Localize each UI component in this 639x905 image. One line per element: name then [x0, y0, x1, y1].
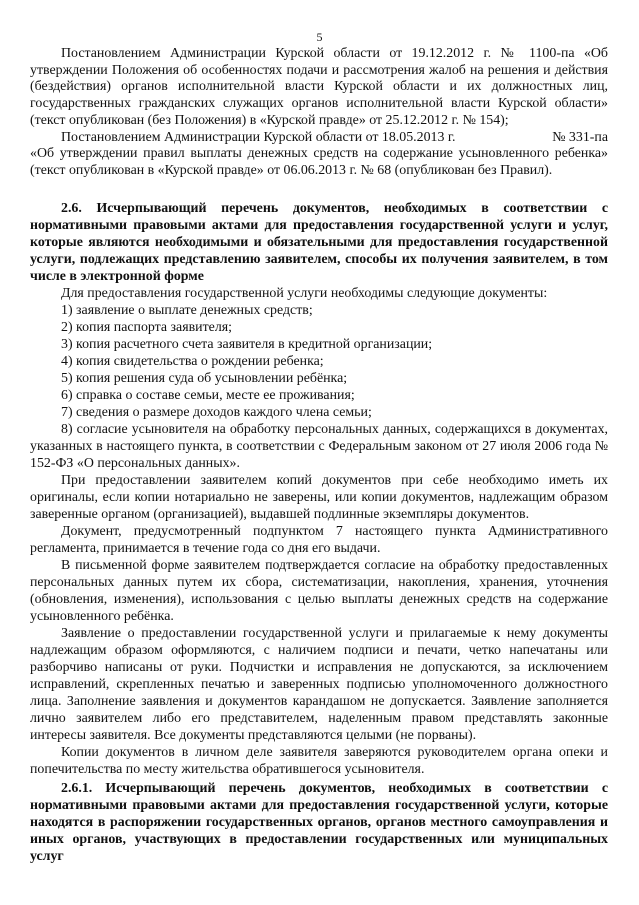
document-validity-paragraph: Документ, предусмотренный подпунктом 7 настоящего пункта Административного регламента, принимается в течение года со дня его выдачи.	[30, 524, 608, 556]
page-number: 5	[316, 30, 323, 44]
documents-list-item: 3) копия расчетного счета заявителя в кредитной организации;	[61, 337, 433, 352]
consent-paragraph: В письменной форме заявителем подтверждается согласие на обработку предоставленных персональных данных путем их сбора, систематизации, накопления, хранения, уточнения (обновления, изменения), использования с целью выплаты денежных средств на содержание усыновленного ребёнка.	[30, 558, 608, 624]
documents-list-intro: Для предоставления государственной услуги необходимы следующие документы:	[61, 286, 548, 301]
documents-list-item-8: 8) согласие усыновителя на обработку персональных данных, содержащихся в документах, указанных в настоящего пункта, в соответствии с Федеральным законом от 27 июля 2006 года № 152-ФЗ «О персональных данных».	[30, 422, 608, 471]
documents-list-item: 5) копия решения суда об усыновлении ребёнка;	[61, 371, 348, 386]
documents-list-item: 6) справка о составе семьи, месте ее проживания;	[61, 388, 355, 403]
section-2-6-heading: 2.6. Исчерпывающий перечень документов, необходимых в соответствии с нормативными правовыми актами для предоставления государственной услуги и услуг, которые являются необходимыми и обязательными для предоставления государственной услуги, подлежащих представлению заявителем, способы их получения заявителем, в том числе в электронной форме	[30, 201, 608, 284]
copies-paragraph: При предоставлении заявителем копий документов при себе необходимо иметь их оригиналы, если копии нотариально не заверены, или копии документов, надлежащим образом заверенные органом (организацией), выдавшей подлинные экземпляры документов.	[30, 473, 608, 522]
resolution-paragraph-2-first-line	[30, 130, 608, 147]
application-requirements-paragraph: Заявление о предоставлении государственной услуги и прилагаемые к нему документы надлежащим образом оформляются, с наличием подписи и печати, четко напечатаны или разборчиво написаны от руки. Подчистки и исправления не допускаются, за исключением исправлений, скрепленных печатью и заверенных подписью уполномоченного должностного лица. Заполнение заявления и документов карандашом не допускается. Заявление заполняется лично заявителем либо его представителем, наделенным правом представлять законные интересы заявителя. Все документы представляются целыми (не порваны).	[30, 626, 608, 743]
documents-list-item: 7) сведения о размере доходов каждого члена семьи;	[61, 405, 372, 420]
section-2-6	[30, 200, 608, 778]
resolution-2-number: № 331-па	[552, 129, 608, 145]
documents-list-item: 2) копия паспорта заявителя;	[61, 320, 232, 335]
resolution-paragraph-2-rest: «Об утверждении правил выплаты денежных средств на содержание усыновленного ребенка» (текст опубликован в «Курской правде» от 06.06.2013 г. № 68 (опубликован без Правил).	[30, 146, 608, 178]
resolution-paragraph-1: Постановлением Администрации Курской области от 19.12.2012 г. № 1100-па «Об утверждении Положения об особенностях подачи и рассмотрения жалоб на решения и действия (бездействия) органов исполнительной власти Курской области и их должностных лиц, государственных гражданских служащих органов исполнительной власти Курской области» (текст опубликован (без Положения) в «Курской правде» от 25.12.2012 г. № 154);	[30, 46, 608, 128]
section-2-6-1-heading: 2.6.1. Исчерпывающий перечень документов, необходимых в соответствии с нормативными правовыми актами для предоставления государственной услуги, которые находятся в распоряжении государственных органов, органов местного самоуправления и иных органов, участвующих в предоставлении государственных или муниципальных услуг	[30, 781, 608, 864]
section-2-6-1	[30, 780, 608, 865]
documents-list	[30, 302, 608, 421]
intro-block	[30, 46, 608, 180]
documents-list-item: 1) заявление о выплате денежных средств;	[61, 303, 313, 318]
resolution-2-left: Постановлением Администрации Курской области от 18.05.2013 г.	[61, 129, 456, 145]
documents-list-item: 4) копия свидетельства о рождении ребенка;	[61, 354, 324, 369]
certification-paragraph: Копии документов в личном деле заявителя заверяются руководителем органа опеки и попечительства по месту жительства обратившегося усыновителя.	[30, 745, 608, 777]
